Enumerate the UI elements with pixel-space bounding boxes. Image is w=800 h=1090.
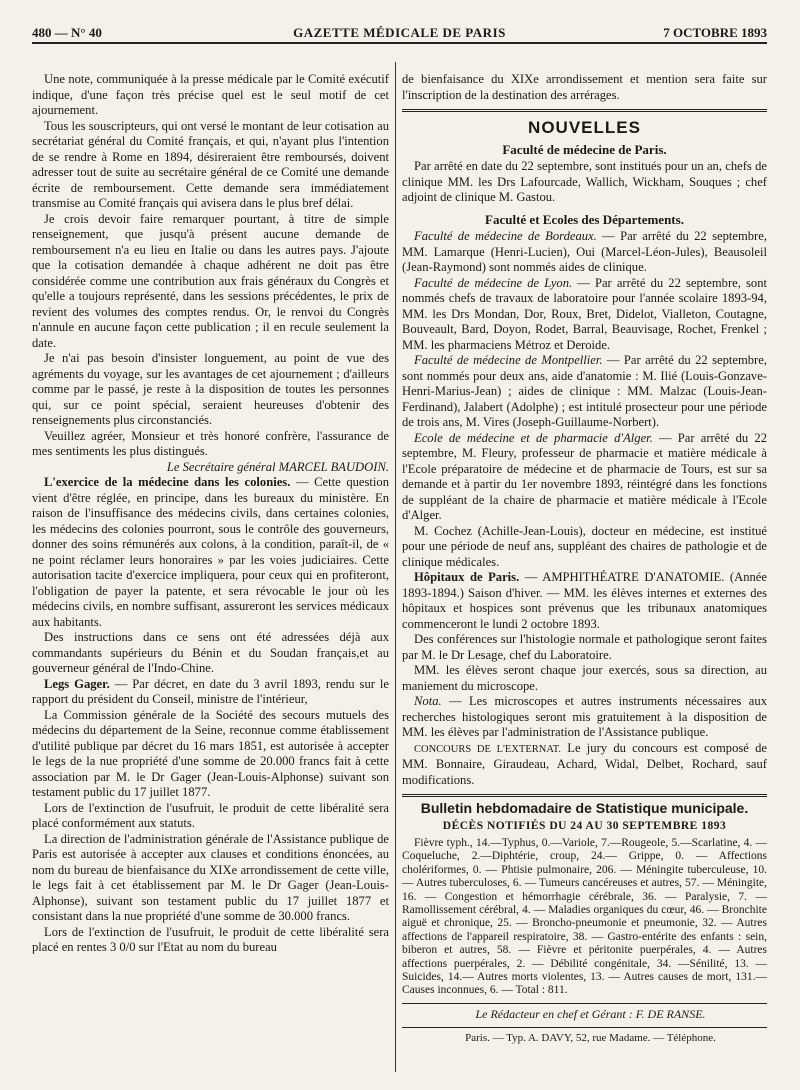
paragraph: MM. les élèves seront chaque jour exercés, sous sa direction, au maniement du microscope. (402, 663, 767, 693)
news-title: Faculté de médecine de Lyon. (414, 275, 573, 290)
news-title: CONCOURS DE L'EXTERNAT. (414, 743, 562, 755)
paragraph: Tous les souscripteurs, qui ont versé le montant de leur cotisation au secrétariat général du Comité français, et qui, n'ayant plus l'intention de se rendre à Rome en 1894, désireraient être remboursés, doivent adresser tout de suite au secrétaire général de ce Comité une demande écrite de remboursement. Cette demande sera immédiatement transmise au Comité français qui avisera dans le plus bref délai. (32, 118, 389, 210)
paragraph: La direction de l'administration générale de l'Assistance publique de Paris est autorisée à accepter aux clauses et conditions énoncées, au nom du bureau de bienfaisance du XIXe arrondissement de cette ville, le legs fait à cet établissement par M. le Dr Gager (Jean-Louis-Alphonse), suivant son testament public du 17 juillet 1877 et consistant dans la nue propriété d'une somme de 30.000 francs. (32, 831, 389, 923)
paragraph: La Commission générale de la Société des secours mutuels des médecins du département de la Seine, reconnue comme établissement d'utilité publique par décret du 16 mars 1851, est autorisée à accepter le legs de la nue propriété d'une somme de 20.000 francs fait à cette association par M. le Dr Gager (Jean-Louis-Alphonse) suivant son testament public du 17 juillet 1877. (32, 707, 389, 799)
subheading: Faculté de médecine de Paris. (502, 141, 667, 157)
paragraph: Je crois devoir faire remarquer pourtant, à titre de simple renseignement, que jusqu'à présent aucune demande de remboursement n'a eu lieu en Italie ou dans les autres pays. J'ajoute que la cotisation demandée à chaque adhérent ne doit pas être considérée comme une contribution aux frais généraux du Congrès et qu'elle a toujours représenté, dans les sessions précédentes, le prix de revient des volumes des comptes rendus. Or, le renvoi du Congrès n'annule en aucune façon cette publication ; il en recule seulement la date. (32, 211, 389, 350)
article-title: L'exercice de la médecine dans les colonies. (44, 475, 291, 489)
left-column (32, 72, 389, 956)
news-body: — Par arrêté du 22 septembre, MM. Lamarque (Henri-Lucien), Oui (Marcel-Léon-Jules), Beausoleil (Jean-Raymond) sont nommés aides de clinique. (402, 229, 767, 274)
right-column (402, 72, 767, 1047)
news-title: Hôpitaux de Paris. (414, 570, 520, 584)
section-rule (402, 1027, 767, 1028)
section-heading-nouvelles: NOUVELLES (528, 118, 641, 137)
news-body: Le jury du concours est composé de MM. Bonnaire, Giraudeau, Achard, Widal, Delbet, Rochard, sauf modifications. (402, 740, 767, 787)
paragraph: Des conférences sur l'histologie normale et pathologique seront faites par M. le Dr Lesage, chef du Laboratoire. (402, 632, 767, 662)
column-divider (395, 62, 396, 1072)
subheading: Faculté et Ecoles des Départements. (485, 211, 684, 227)
paragraph: Par arrêté en date du 22 septembre, sont institués pour un an, chefs de clinique MM. les Drs Lafourcade, Wallich, Wickham, Souques ; chef adjoint de clinique M. Gastou. (402, 159, 767, 204)
paragraph: M. Cochez (Achille-Jean-Louis), docteur en médecine, est institué pour une période de neuf ans, suppléant des chaires de pathologie et de clinique médicales. (402, 523, 767, 569)
news-body: — Par arrêté du 22 septembre, M. Fleury, professeur de pharmacie et matière médicale à l'Ecole préparatoire de médecine et de pharmacie de Tours, est sur sa demande et à partir du 1er novembre 1893, réintégré dans les fonctions de suppléant de la chaire de pharmacie et matière médicale à l'Ecole d'Alger. (402, 430, 767, 522)
paragraph: Des instructions dans ce sens ont été adressées déjà aux commandants supérieurs du Bénin et du Soudan français,et au gouverneur général de l'Indo-Chine. (32, 630, 389, 675)
news-nota (402, 694, 767, 741)
journal-title: GAZETTE MÉDICALE DE PARIS (293, 25, 506, 40)
page-header (32, 24, 767, 44)
news-title: Nota. (414, 694, 442, 708)
paragraph: de bienfaisance du XIXe arrondissement et mention sera faite sur l'inscription de la destination des arrérages. (402, 72, 767, 102)
news-body: — Par arrêté du 22 septembre, sont nommés pour deux ans, aide d'anatomie : M. Ilié (Louis-Gonzave-Henri-Marius-Jean) ; aides de clinique : MM. Malzac (Louis-Jean-Ferdinand), Jalabert (Adolphe) ; est intitulé prosecteur pour une période de trois ans, M. Vires (Joseph-Guillaume-Norbert). (402, 353, 767, 429)
paragraph: Une note, communiquée à la presse médicale par le Comité exécutif indique, d'une façon très précise quel est le seul motif de cet ajournement. (32, 72, 389, 117)
paragraph: Lors de l'extinction de l'usufruit, le produit de cette libéralité sera placé en rentes 3 0/0 sur l'Etat au nom du bureau (32, 924, 389, 954)
issue-date: 7 OCTOBRE 1893 (663, 25, 767, 40)
article-colonies (32, 475, 389, 630)
paragraph: Lors de l'extinction de l'usufruit, le produit de cette libéralité sera placé conformément aux statuts. (32, 800, 389, 830)
news-concours (402, 741, 767, 789)
news-body: — Par arrêté du 22 septembre, sont nommés chefs de travaux de laboratoire pour l'année scolaire 1893-94, MM. les Drs Mondan, Dor, Roux, Bret, Didelot, Vialleton, Coutagne, Bouveault, Bard, Doyon, Rodet, Barral, Beauvisage, Rochet, Frenkel ; MM. les pharmaciens Métroz et Deroide. (402, 275, 767, 352)
section-rule (402, 1003, 767, 1004)
bulletin-subtitle: DÉCÈS NOTIFIÉS DU 24 AU 30 SEPTEMBRE 1893 (442, 819, 727, 832)
section-rule (402, 109, 767, 112)
news-title: Faculté de médecine de Montpellier. (414, 353, 603, 367)
page-number: 480 — N° 40 (32, 25, 102, 40)
paragraph: Je n'ai pas besoin d'insister longuement, au point de vue des agréments du voyage, sur les avantages de cet ajournement ; d'ailleurs comme par le passé, je reste à la disposition de toutes les personnes qui, sur ce point spécial, seraient heureuses d'obtenir des renseignements plus circonstanciés. (32, 351, 389, 427)
news-title: Faculté de médecine de Bordeaux. (414, 229, 597, 243)
paragraph: Veuillez agréer, Monsieur et très honoré confrère, l'assurance de mes sentiments les plus distingués. (32, 428, 389, 458)
article-title: Legs Gager. (44, 676, 110, 691)
signature: Le Secrétaire général MARCEL BAUDOIN. (166, 459, 389, 474)
news-body: — Les microscopes et autres instruments nécessaires aux recherches histologiques seront mis gratuitement à la disposition de MM. les élèves par l'administration de l'Assistance publique. (402, 694, 767, 739)
bulletin-statistics: Fièvre typh., 14.—Typhus, 0.—Variole, 7.—Rougeole, 5.—Scarlatine, 4. — Coqueluche, 2.—Diphtérie, croup, 24.— Grippe, 0. — Affections cholériformes, 0. — Phtisie pulmonaire, 206. — Méningite tuberculeuse, 10. — Autres tuberculoses, 6. — Tumeurs cancéreuses et autres, 57. — Méningite, 16. — Congestion et hémorrhagie cérébrale, 36. — Paralysie, 7. — Ramollissement cérébral, 4. — Maladies organiques du cœur, 46. — Bronchite aiguë et chronique, 25. — Broncho-pneumonie et pneumonie, 32. — Autres affections de l'appareil respiratoire, 38. — Gastro-entérite des enfants : sein, biberon et autres, 58. — Fièvre et péritonite puerpérales, 4. — Autres affections puerpérales, 2. — Débilité congénitale, 34. —Sénilité, 13. — Suicides, 14.— Autres morts violentes, 13. — Autres causes de mort, 131.— Causes inconnues, 6. — Total : 811. (402, 837, 767, 997)
article-body: — Par décret, en date du 3 avril 1893, rendu sur le rapport du président du Conseil, ministre de l'intérieur, (32, 676, 389, 706)
news-title: Ecole de médecine et de pharmacie d'Alger. (414, 430, 653, 445)
editor-line: Le Rédacteur en chef et Gérant : F. DE RANSE. (475, 1006, 706, 1021)
news-lyon (402, 276, 767, 354)
printer-line: Paris. — Typ. A. DAVY, 52, rue Madame. — Téléphone. (465, 1032, 716, 1045)
news-montpellier (402, 353, 767, 431)
news-body: — AMPHITHÉATRE D'ANATOMIE. (Année 1893-1894.) Saison d'hiver. — MM. les élèves internes et externes des hôpitaux et hospices sont prévenus que les tribunaux anatomiques commenceront le lundi 2 octobre 1893. (402, 570, 767, 631)
article-legs-gager (32, 677, 389, 708)
news-hopitaux (402, 570, 767, 632)
news-alger (402, 431, 767, 524)
article-body: — Cette question vient d'être réglée, en principe, dans les bureaux du ministère. En raison de l'insuffisance des médecins civils, dans certaines colonies, les médecins des colonies pourront, sous le contrôle des gouverneurs, donner des soins rémunérés aux colons, à la condition, paraît-il, de « ne point réclamer leurs honoraires » par les voies judiciaires. Cette autorisation tacite d'exercice impliquera, pour ceux qui en profiteront, l'obligation de payer la patente, et sera révocable le jour où les médecins civils, en nombre suffisant, assureront les services médicaux aux habitants. (32, 475, 389, 629)
bulletin-title: Bulletin hebdomadaire de Statistique municipale. (420, 800, 749, 816)
section-rule (402, 794, 767, 797)
news-bordeaux (402, 229, 767, 276)
